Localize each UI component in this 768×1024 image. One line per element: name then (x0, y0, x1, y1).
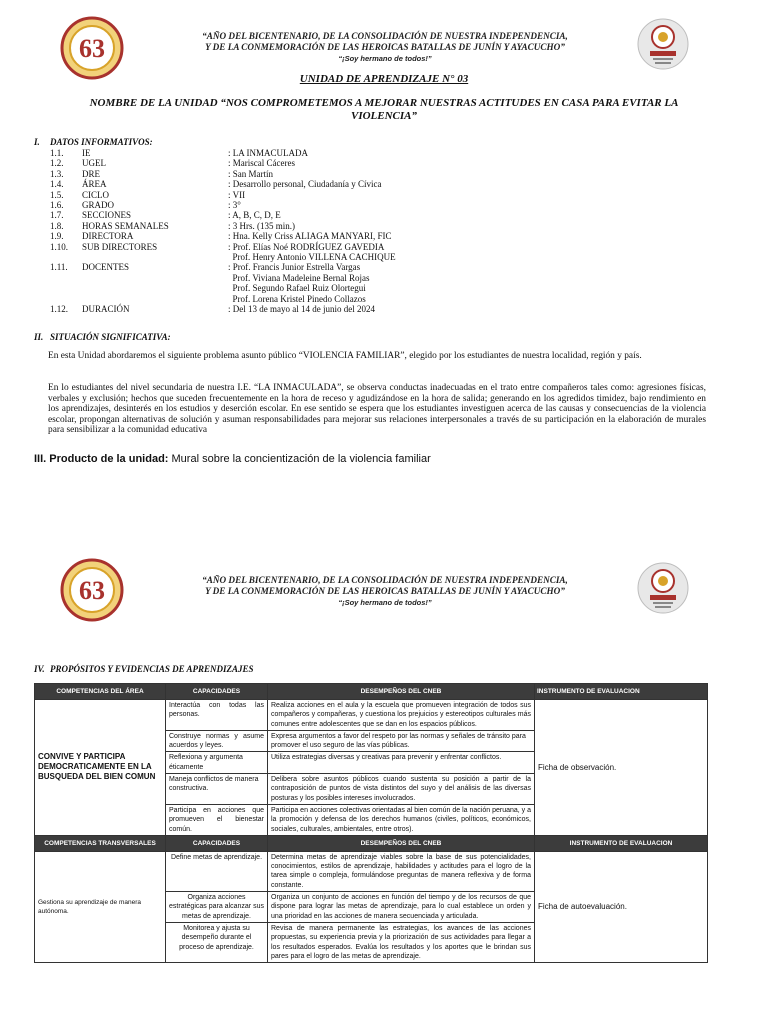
motto-line-3: “¡Soy hermano de todos!” (338, 54, 432, 63)
section-2-numeral: II. (34, 332, 44, 342)
header-transversal-competencies: COMPETENCIAS TRANSVERSALES (35, 835, 166, 851)
performance-cell: Utiliza estrategias diversas y creativas para prevenir y enfrentar conflictos. (268, 752, 535, 774)
info-number: 1.4. (50, 179, 64, 190)
header-motto (160, 31, 610, 64)
ugel-logo-page-2 (636, 561, 690, 615)
info-label: IE (82, 148, 91, 158)
info-label: DURACIÓN (82, 304, 130, 314)
section-4-numeral: IV. (34, 664, 45, 674)
info-number: 1.1. (50, 148, 64, 158)
unit-name-line-1: NOMBRE DE LA UNIDAD “NOS COMPROMETEMOS A MEJORAR NUESTRAS ACTITUDES EN CASA PARA EVITAR LA (89, 97, 679, 109)
svg-text:63: 63 (79, 576, 105, 605)
info-value: : Hna. Kelly Criss ALIAGA MANYARI, FIC (228, 231, 392, 242)
info-label: UGEL (82, 158, 106, 169)
section-1-numeral: I. (34, 137, 40, 147)
capacity-cell: Participa en acciones que promueven el bienestar común. (166, 804, 268, 835)
transversal-instrument-cell: Ficha de autoevaluación. (535, 851, 708, 962)
header-performances: DESEMPEÑOS DEL CNEB (268, 835, 535, 851)
info-value: : A, B, C, D, E (228, 210, 281, 221)
info-value: : Del 13 de mayo al 14 de junio del 2024 (228, 304, 375, 314)
instrument-cell: Ficha de observación. (535, 700, 708, 836)
header-competencies: COMPETENCIAS DEL ÁREA (35, 684, 166, 700)
header-capacities: CAPACIDADES (166, 835, 268, 851)
capacity-cell: Organiza acciones estratégicas para alcanzar sus metas de aprendizaje. (166, 892, 268, 923)
info-number: 1.11. (50, 262, 68, 273)
info-label: ÁREA (82, 179, 107, 190)
info-list (50, 148, 450, 318)
info-number: 1.8. (50, 220, 64, 231)
info-value: : Prof. Elías Noé RODRÍGUEZ GAVEDIA (228, 241, 385, 252)
capacity-cell: Monitorea y ajusta su desempeño durante el proceso de aprendizaje. (166, 922, 268, 962)
info-number: 1.3. (50, 168, 64, 179)
header-capacities: CAPACIDADES (166, 684, 268, 700)
info-number: 1.5. (50, 189, 64, 200)
info-number: 1.10. (50, 241, 68, 252)
unit-title: UNIDAD DE APRENDIZAJE N° 03 (299, 73, 469, 85)
unit-name-line-2: VIOLENCIA” (350, 110, 418, 122)
situation-paragraph-1: En esta Unidad abordaremos el siguiente problema asunto público “VIOLENCIA FAMILIAR”, elegido por los estudiantes de nuestra localidad, región y país. (48, 351, 642, 361)
info-label: SECCIONES (82, 210, 132, 221)
motto-line-3: “¡Soy hermano de todos!” (338, 598, 432, 607)
info-number: 1.12. (50, 304, 68, 314)
info-value: Prof. Segundo Rafael Ruiz Olortegui (228, 283, 366, 294)
capacity-cell: Interactúa con todas las personas. (166, 700, 268, 731)
transversal-competency-cell: Gestiona su aprendizaje de manera autónoma. (35, 851, 166, 962)
purposes-table (34, 683, 708, 963)
header-motto-page-2 (160, 575, 610, 608)
info-label: GRADO (82, 200, 115, 210)
info-value: : Prof. Francis Junior Estrella Vargas (228, 262, 361, 273)
capacity-cell: Define metas de aprendizaje. (166, 851, 268, 891)
section-4-heading: PROPÓSITOS Y EVIDENCIAS DE APRENDIZAJES (50, 664, 254, 674)
motto-line-2: Y DE LA CONMEMORACIÓN DE LAS HEROICAS BATALLAS DE JUNÍN Y AYACUCHO” (205, 42, 565, 52)
info-label: SUB DIRECTORES (82, 241, 158, 252)
info-value: Prof. Lorena Kristel Pinedo Collazos (228, 293, 366, 304)
school-anniversary-logo-page-2 (58, 556, 126, 624)
motto-line-1: “AÑO DEL BICENTENARIO, DE LA CONSOLIDACIÓN DE NUESTRA INDEPENDENCIA, (202, 575, 568, 585)
info-label: DRE (82, 168, 100, 179)
header-instrument: INSTRUMENTO DE EVALUACION (535, 684, 708, 700)
product-heading: III. Producto de la unidad: (34, 453, 169, 465)
info-value: : Mariscal Cáceres (228, 158, 295, 169)
header-instrument: INSTRUMENTO DE EVALUACION (535, 835, 708, 851)
section-1-heading: DATOS INFORMATIVOS: (50, 137, 153, 147)
performance-cell: Determina metas de aprendizaje viables sobre la base de sus potencialidades, conocimientos, estilos de aprendizaje, habilidades y actitudes para el logro de la tarea simple o compleja, formulándose preguntas de manera reflexiva y de forma constante. (268, 851, 535, 891)
info-number: 1.6. (50, 200, 64, 210)
info-label: DOCENTES (82, 262, 129, 273)
info-number: 1.2. (50, 158, 64, 169)
header-performances: DESEMPEÑOS DEL CNEB (268, 684, 535, 700)
info-value: : 3 Hrs. (135 min.) (228, 220, 295, 231)
unit-name (50, 97, 718, 123)
performance-cell: Delibera sobre asuntos públicos cuando sustenta su posición a partir de la contraposición de puntos de vista distintos del suyo y del análisis de las diversas posturas y los posibles intereses involucrados. (268, 774, 535, 805)
table-row (35, 851, 708, 891)
info-value: Prof. Henry Antonio VILLENA CACHIQUE (228, 252, 396, 262)
info-value: : LA INMACULADA (228, 148, 308, 158)
table-header-row-transversal (35, 835, 708, 851)
motto-line-1: “AÑO DEL BICENTENARIO, DE LA CONSOLIDACIÓN DE NUESTRA INDEPENDENCIA, (202, 31, 568, 41)
capacity-cell: Reflexiona y argumenta éticamente (166, 752, 268, 774)
performance-cell: Organiza un conjunto de acciones en función del tiempo y de los recursos de que dispone para lograr las metas de aprendizaje, para lo cual establece un orden y una prioridad en las acciones de manera secuenciada y articulada. (268, 892, 535, 923)
motto-line-2: Y DE LA CONMEMORACIÓN DE LAS HEROICAS BATALLAS DE JUNÍN Y AYACUCHO” (205, 586, 565, 596)
performance-cell: Expresa argumentos a favor del respeto por las normas y señales de tránsito para promover el uso seguro de las vías públicas. (268, 730, 535, 752)
section-2-heading: SITUACIÓN SIGNIFICATIVA: (50, 332, 171, 342)
capacity-cell: Construye normas y asume acuerdos y leyes. (166, 730, 268, 752)
info-value: : VII (228, 189, 246, 200)
situation-paragraph-2: En lo estudiantes del nivel secundaria de nuestra I.E. “LA INMACULADA”, se observa conductas inadecuadas en el trato entre compañeros tales como: agresiones físicas, verbales y exclusión; hechos que suceden frecuentemente en la hora de receso y agudizándose en la hora de salida; generando en los agredidos timidez, bajo rendimiento en los aprendizajes, desinterés en los estudios y deserción escolar. En ese sentido se espera que los estudiantes investiguen acerca de las causas y consecuencias de la violencia escolar, propongan alternativas de solución y asuman responsabilidades para mejorar sus relaciones interpersonales a través de su participación en la elaboración de murales para sensibilizar a la comunidad educativa (48, 383, 706, 436)
school-anniversary-logo (58, 14, 126, 82)
ugel-logo (636, 17, 690, 71)
info-number: 1.9. (50, 231, 64, 242)
info-label: CICLO (82, 189, 109, 200)
capacity-cell: Maneja conflictos de manera constructiva. (166, 774, 268, 805)
product-line (34, 453, 431, 465)
competency-cell: CONVIVE Y PARTICIPA DEMOCRATICAMENTE EN LA BUSQUEDA DEL BIEN COMUN (35, 700, 166, 836)
table-row (35, 700, 708, 731)
svg-text:63: 63 (79, 34, 105, 63)
info-value: Prof. Viviana Madeleine Bernal Rojas (228, 272, 370, 283)
info-value: : 3° (228, 200, 241, 210)
product-text: Mural sobre la concientización de la violencia familiar (171, 453, 431, 465)
info-value: : San Martín (228, 168, 273, 179)
info-label: DIRECTORA (82, 231, 134, 242)
info-number: 1.7. (50, 210, 64, 221)
table-header-row (35, 684, 708, 700)
info-value: : Desarrollo personal, Ciudadanía y Cívica (228, 179, 382, 190)
info-label: HORAS SEMANALES (82, 220, 169, 231)
performance-cell: Realiza acciones en el aula y la escuela que promueven integración de todos sus compañeros y compañeras, y cuestiona los prejuicios y estereotipos culturales más comunes entre adolescentes que se dan en los espacios públicos. (268, 700, 535, 731)
performance-cell: Revisa de manera permanente las estrategias, los avances de las acciones propuestas, su experiencia previa y la priorización de sus actividades para llegar a los resultados esperados. Evalúa los resultados y los aportes que le brindan sus pares para el logro de las metas de aprendizaje. (268, 922, 535, 962)
performance-cell: Participa en acciones colectivas orientadas al bien común de la nación peruana, y a la promoción y defensa de los derechos humanos (civiles, políticos, económicos, sociales, culturales, ambientales, entre otros). (268, 804, 535, 835)
